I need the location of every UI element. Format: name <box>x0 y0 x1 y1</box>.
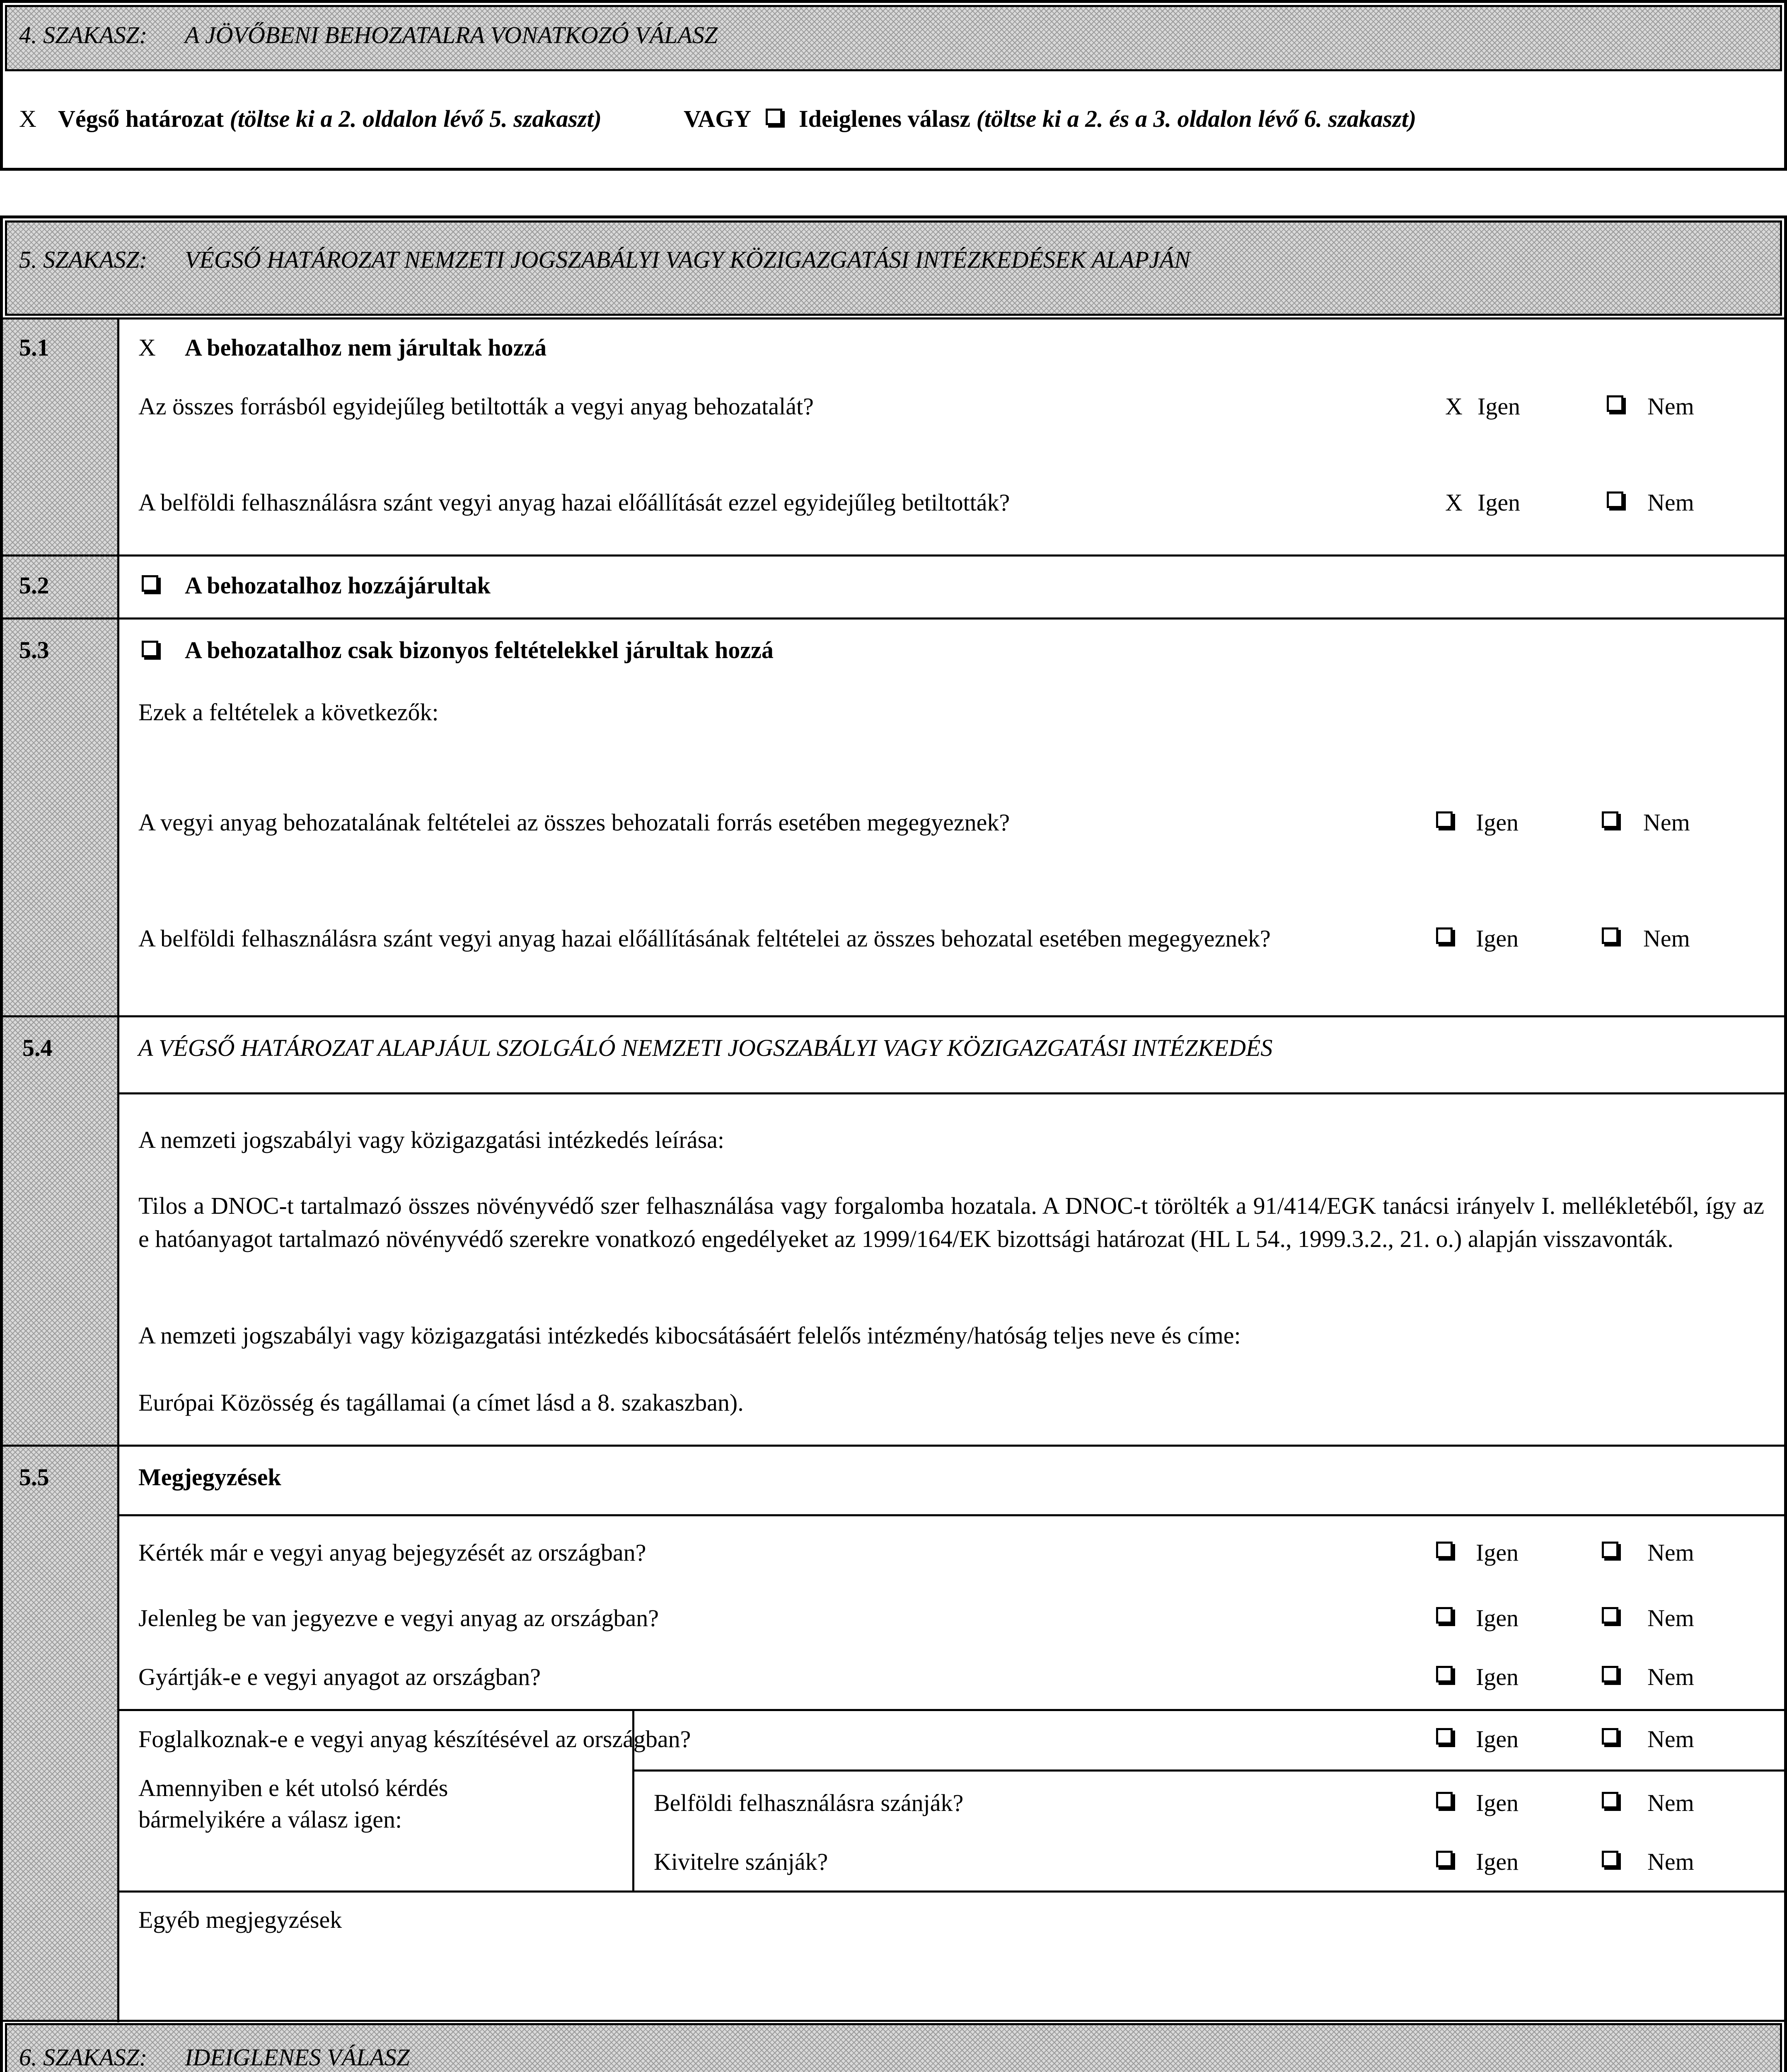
row-line <box>117 1709 1787 1711</box>
row-line <box>117 1092 1787 1094</box>
no-label: Nem <box>1643 809 1690 836</box>
remarks-q4-yes-checkbox[interactable] <box>1436 1728 1453 1745</box>
row-5-1-q2-yes-mark[interactable]: X <box>1445 489 1463 516</box>
section-4-title: A JÖVŐBENI BEHOZATALRA VONATKOZÓ VÁLASZ <box>185 22 718 48</box>
yes-label: Igen <box>1477 393 1521 420</box>
row-5-3-checkbox[interactable] <box>142 641 158 657</box>
measure-description-label: A nemzeti jogszabályi vagy közigazgatási intézkedés leírása: <box>138 1126 725 1153</box>
remarks-q4-no-checkbox[interactable] <box>1602 1728 1618 1745</box>
remarks-q6-no-checkbox[interactable] <box>1602 1851 1618 1867</box>
section-5-title: VÉGSŐ HATÁROZAT NEMZETI JOGSZABÁLYI VAGY KÖZIGAZGATÁSI INTÉZKEDÉSEK ALAPJÁN <box>185 246 1190 273</box>
row-5-1-heading: A behozatalhoz nem járultak hozzá <box>185 334 547 361</box>
interim-response-label: Ideiglenes válasz <box>799 105 971 132</box>
row-line <box>0 554 1787 557</box>
row-5-3-q1-no-checkbox[interactable] <box>1602 811 1618 828</box>
row-5-3-question-1: A vegyi anyag behozatalának feltételei az összes behozatali forrás esetében megegyeznek? <box>138 809 1010 836</box>
row-5-1-q1-no-checkbox[interactable] <box>1607 395 1623 412</box>
row-line <box>0 317 1787 320</box>
remarks-q3-yes-checkbox[interactable] <box>1436 1666 1453 1682</box>
row-line <box>0 2020 1787 2022</box>
yes-label: Igen <box>1477 489 1521 516</box>
not-consented-mark[interactable]: X <box>138 334 156 361</box>
remarks-q5-no-checkbox[interactable] <box>1602 1792 1618 1808</box>
no-label: Nem <box>1647 1539 1694 1566</box>
no-label: Nem <box>1643 925 1690 952</box>
row-5-3-number: 5.3 <box>19 637 49 663</box>
final-decision-line <box>58 103 602 135</box>
row-line <box>0 1015 1787 1017</box>
no-label: Nem <box>1647 489 1694 516</box>
final-decision-mark[interactable]: X <box>19 105 36 132</box>
condition-label-line-1: Amennyiben e két utolsó kérdés <box>138 1774 448 1801</box>
remarks-q2-no-checkbox[interactable] <box>1602 1607 1618 1624</box>
remarks-q1-yes-checkbox[interactable] <box>1436 1542 1453 1558</box>
yes-label: Igen <box>1476 1605 1519 1631</box>
row-5-1-number: 5.1 <box>19 334 49 361</box>
condition-label-line-2: bármelyikére a válasz igen: <box>138 1806 402 1833</box>
row-line <box>117 1514 1787 1516</box>
row-5-4-heading: A VÉGSŐ HATÁROZAT ALAPJÁUL SZOLGÁLÓ NEMZETI JOGSZABÁLYI VAGY KÖZIGAZGATÁSI INTÉZKEDÉS <box>138 1034 1273 1061</box>
interim-response-line <box>799 103 1416 135</box>
authority-label: A nemzeti jogszabályi vagy közigazgatási intézkedés kibocsátásáért felelős intézmény/hatóság teljes neve és címe: <box>138 1322 1241 1349</box>
no-label: Nem <box>1647 393 1694 420</box>
remarks-question-2: Jelenleg be van jegyezve e vegyi anyag az országban? <box>138 1605 659 1631</box>
yes-label: Igen <box>1476 1789 1519 1816</box>
other-remarks-label: Egyéb megjegyzések <box>138 1906 342 1933</box>
row-5-3-q1-yes-checkbox[interactable] <box>1436 811 1453 828</box>
row-line <box>117 1890 1787 1893</box>
row-5-1-question-1: Az összes forrásból egyidejűleg betiltották a vegyi anyag behozatalát? <box>138 393 814 420</box>
row-5-5-number: 5.5 <box>19 1464 49 1491</box>
no-label: Nem <box>1647 1726 1694 1752</box>
remarks-question-6: Kivitelre szánják? <box>654 1848 828 1875</box>
row-line <box>633 1769 1787 1772</box>
no-label: Nem <box>1647 1663 1694 1690</box>
remarks-q6-yes-checkbox[interactable] <box>1436 1851 1453 1867</box>
no-label: Nem <box>1647 1789 1694 1816</box>
remarks-question-4: Foglalkoznak-e e vegyi anyag készítésével az országban? <box>138 1726 691 1752</box>
row-5-3-q2-yes-checkbox[interactable] <box>1436 927 1453 944</box>
remarks-question-3: Gyártják-e e vegyi anyagot az országban? <box>138 1663 541 1690</box>
yes-label: Igen <box>1476 1726 1519 1752</box>
remarks-question-5: Belföldi felhasználásra szánják? <box>654 1789 964 1816</box>
number-column-divider <box>117 317 119 2022</box>
yes-label: Igen <box>1476 1848 1519 1875</box>
no-label: Nem <box>1647 1605 1694 1631</box>
yes-label: Igen <box>1476 925 1519 952</box>
row-5-1-q1-yes-mark[interactable]: X <box>1445 393 1463 420</box>
row-5-1-question-2: A belföldi felhasználásra szánt vegyi anyag hazai előállítását ezzel egyidejűleg betiltották? <box>138 489 1010 516</box>
remarks-q3-no-checkbox[interactable] <box>1602 1666 1618 1682</box>
row-5-3-intro: Ezek a feltételek a következők: <box>138 699 439 726</box>
row-5-4-number: 5.4 <box>22 1034 53 1061</box>
no-label: Nem <box>1647 1848 1694 1875</box>
row-5-2-number: 5.2 <box>19 572 49 599</box>
row-line <box>0 1445 1787 1447</box>
row-5-2-heading: A behozatalhoz hozzájárultak <box>185 572 491 599</box>
row-5-5-heading: Megjegyzések <box>138 1464 281 1491</box>
remarks-q1-no-checkbox[interactable] <box>1602 1542 1618 1558</box>
row-5-3-heading: A behozatalhoz csak bizonyos feltételekkel járultak hozzá <box>185 637 774 663</box>
row-5-3-question-2: A belföldi felhasználásra szánt vegyi anyag hazai előállításának feltételei az összes behozatal esetében megegyeznek? <box>138 925 1271 952</box>
authority-text: Európai Közösség és tagállamai (a címet lásd a 8. szakaszban). <box>138 1389 744 1416</box>
section-5-title-num: 5. SZAKASZ: <box>19 246 148 273</box>
row-line <box>0 617 1787 620</box>
measure-description-text: Tilos a DNOC-t tartalmazó összes növényvédő szer felhasználása vagy forgalomba hozatala. A DNOC-t törölték a 91/414/EGK tanácsi irányelv I. mellékletéből, így az e hatóanyagot tartalmazó növényvédő szerekre vonatkozó engedélyeket az 1999/164/EK bizottsági határozat (HL L 54., 1999.3.2., 21. o.) alapján visszavonták. <box>138 1192 1764 1252</box>
section-4-title-num: 4. SZAKASZ: <box>19 22 148 48</box>
yes-label: Igen <box>1476 1539 1519 1566</box>
interim-response-note: (töltse ki a 2. és a 3. oldalon lévő 6. szakaszt) <box>976 105 1417 132</box>
row-5-1-q2-no-checkbox[interactable] <box>1607 491 1623 508</box>
section-6-title: IDEIGLENES VÁLASZ <box>185 2044 410 2071</box>
interim-response-checkbox[interactable] <box>766 109 782 125</box>
row-5-2-checkbox[interactable] <box>142 575 158 592</box>
remarks-q5-yes-checkbox[interactable] <box>1436 1792 1453 1808</box>
remarks-question-1: Kérték már e vegyi anyag bejegyzését az országban? <box>138 1539 646 1566</box>
remarks-q2-yes-checkbox[interactable] <box>1436 1607 1453 1624</box>
row-5-3-q2-no-checkbox[interactable] <box>1602 927 1618 944</box>
or-label: VAGY <box>684 105 752 132</box>
final-decision-label: Végső határozat <box>58 105 224 132</box>
section-6-title-num: 6. SZAKASZ: <box>19 2044 148 2071</box>
final-decision-note: (töltse ki a 2. oldalon lévő 5. szakaszt) <box>230 105 602 132</box>
yes-label: Igen <box>1476 809 1519 836</box>
yes-label: Igen <box>1476 1663 1519 1690</box>
